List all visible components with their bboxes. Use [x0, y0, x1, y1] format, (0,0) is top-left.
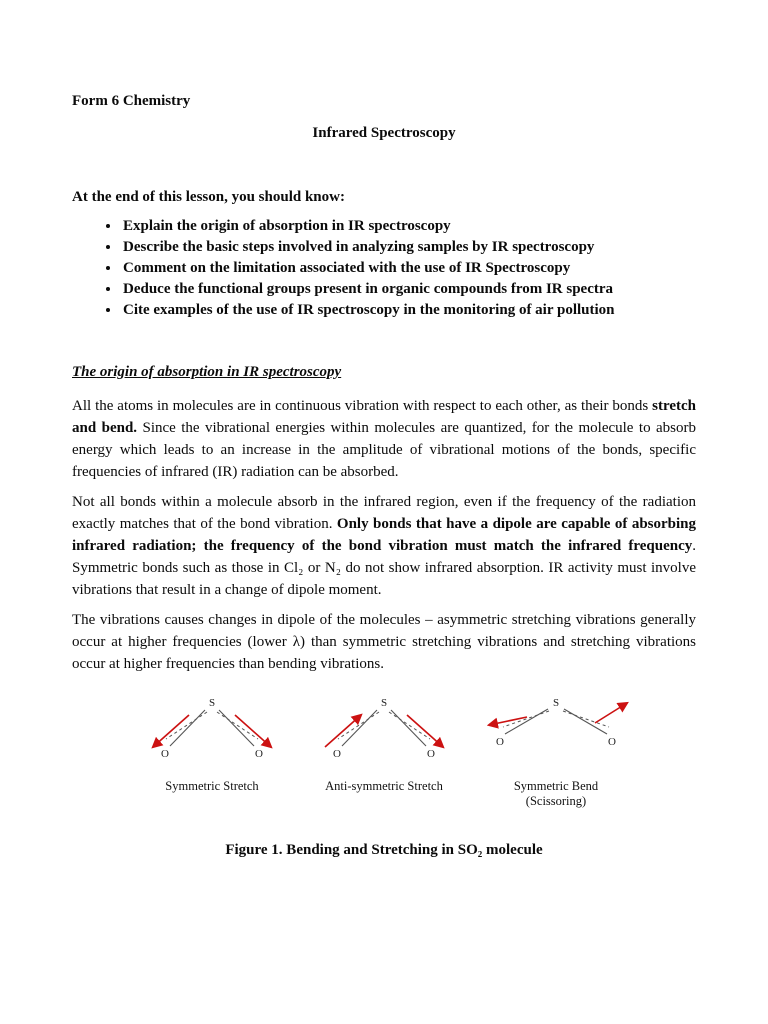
text-run: The vibrations causes changes in dipole of the molecules – asymmetric stretching vibrations generally occur at higher frequencies (lower λ) than symmetric stretching vibrations and stretching vibrations occur at higher frequencies than bending vibrations.: [72, 612, 696, 672]
diagram-label-sub: (Scissoring): [525, 794, 587, 808]
atom-oxygen-right: O: [608, 736, 616, 748]
bond-left-displaced: [503, 711, 549, 727]
bond-right-displaced: [389, 712, 430, 739]
atom-oxygen-left: O: [333, 748, 341, 760]
paragraph-origin-1: [72, 395, 696, 483]
diagram-symmetric-bend: [477, 693, 635, 809]
atom-sulfur: S: [380, 697, 388, 709]
diagram-label-text: Anti-symmetric Stretch: [325, 779, 443, 793]
atom-sulfur: S: [208, 697, 216, 709]
symmetric-bend-drawing: [481, 693, 631, 777]
paragraph-origin-2: [72, 491, 696, 601]
bond-left-displaced: [166, 712, 207, 739]
atom-oxygen-left: O: [496, 736, 504, 748]
diagram-label: [325, 779, 443, 794]
motion-arrow-right: [407, 715, 443, 747]
diagram-anti-symmetric-stretch: [305, 693, 463, 794]
objective-item: • Explain the origin of absorption in IR spectroscopy: [121, 216, 696, 237]
bond-left: [505, 709, 548, 734]
bond-right-displaced: [217, 712, 258, 739]
diagram-symmetric-stretch: [133, 693, 291, 794]
text-run: Since the vibrational energies within molecules are quantized, for the molecule to absorb energy which leads to an increase in the amplitude of vibrational motions of the bonds, specific frequencies of infrared (IR) radiation can be absorbed.: [72, 420, 696, 480]
course-label: Form 6 Chemistry: [72, 93, 191, 109]
motion-arrow-left: [489, 717, 527, 725]
symmetric-stretch-drawing: [137, 693, 287, 777]
anti-symmetric-stretch-drawing: [309, 693, 459, 777]
motion-arrow-left: [325, 715, 361, 747]
objectives-list: [72, 216, 696, 321]
diagram-label: [165, 779, 258, 794]
objective-item: • Comment on the limitation associated with the use of IR Spectroscopy: [121, 258, 696, 279]
motion-arrow-right: [235, 715, 271, 747]
objectives-intro: At the end of this lesson, you should know:: [72, 189, 345, 205]
bond-left-displaced: [338, 712, 379, 739]
figure-so2-vibrations: [72, 693, 696, 809]
text-run-bold: Only bonds that have a dipole are capable of absorbing infrared radiation; the frequency of the bond vibration must match the infrared frequency: [72, 516, 697, 554]
bond-right: [564, 709, 607, 734]
motion-arrow-right: [595, 703, 627, 723]
page-title: Infrared Spectroscopy: [312, 125, 456, 141]
diagram-label-text: Symmetric Stretch: [165, 779, 259, 793]
text-run: . Symmetric bonds such as those in Cl₂ or N₂ do not show infrared absorption. IR activity must involve vibrations that result in a change of dipole moment.: [72, 538, 696, 598]
text-run-bold: stretch and bend.: [72, 398, 696, 436]
paragraph-origin-3: [72, 609, 696, 675]
text-run: All the atoms in molecules are in continuous vibration with respect to each other, as their bonds: [72, 398, 653, 414]
objective-item: • Describe the basic steps involved in analyzing samples by IR spectroscopy: [121, 237, 696, 258]
motion-arrow-left: [153, 715, 189, 747]
diagram-label: [514, 779, 598, 809]
text-run: Not all bonds within a molecule absorb in the infrared region, even if the frequency of the radiation exactly matches that of the bond vibration.: [72, 494, 696, 532]
atom-sulfur: S: [552, 697, 560, 709]
diagram-label-text: Symmetric Bend: [513, 779, 599, 793]
atom-oxygen-left: O: [161, 748, 169, 760]
objective-item: • Deduce the functional groups present in organic compounds from IR spectra: [121, 279, 696, 300]
figure-caption: Figure 1. Bending and Stretching in SO₂ molecule: [225, 842, 543, 858]
section-heading: The origin of absorption in IR spectroscopy: [72, 364, 342, 380]
atom-oxygen-right: O: [427, 748, 435, 760]
objective-item: • Cite examples of the use of IR spectroscopy in the monitoring of air pollution: [121, 300, 696, 321]
atom-oxygen-right: O: [255, 748, 263, 760]
